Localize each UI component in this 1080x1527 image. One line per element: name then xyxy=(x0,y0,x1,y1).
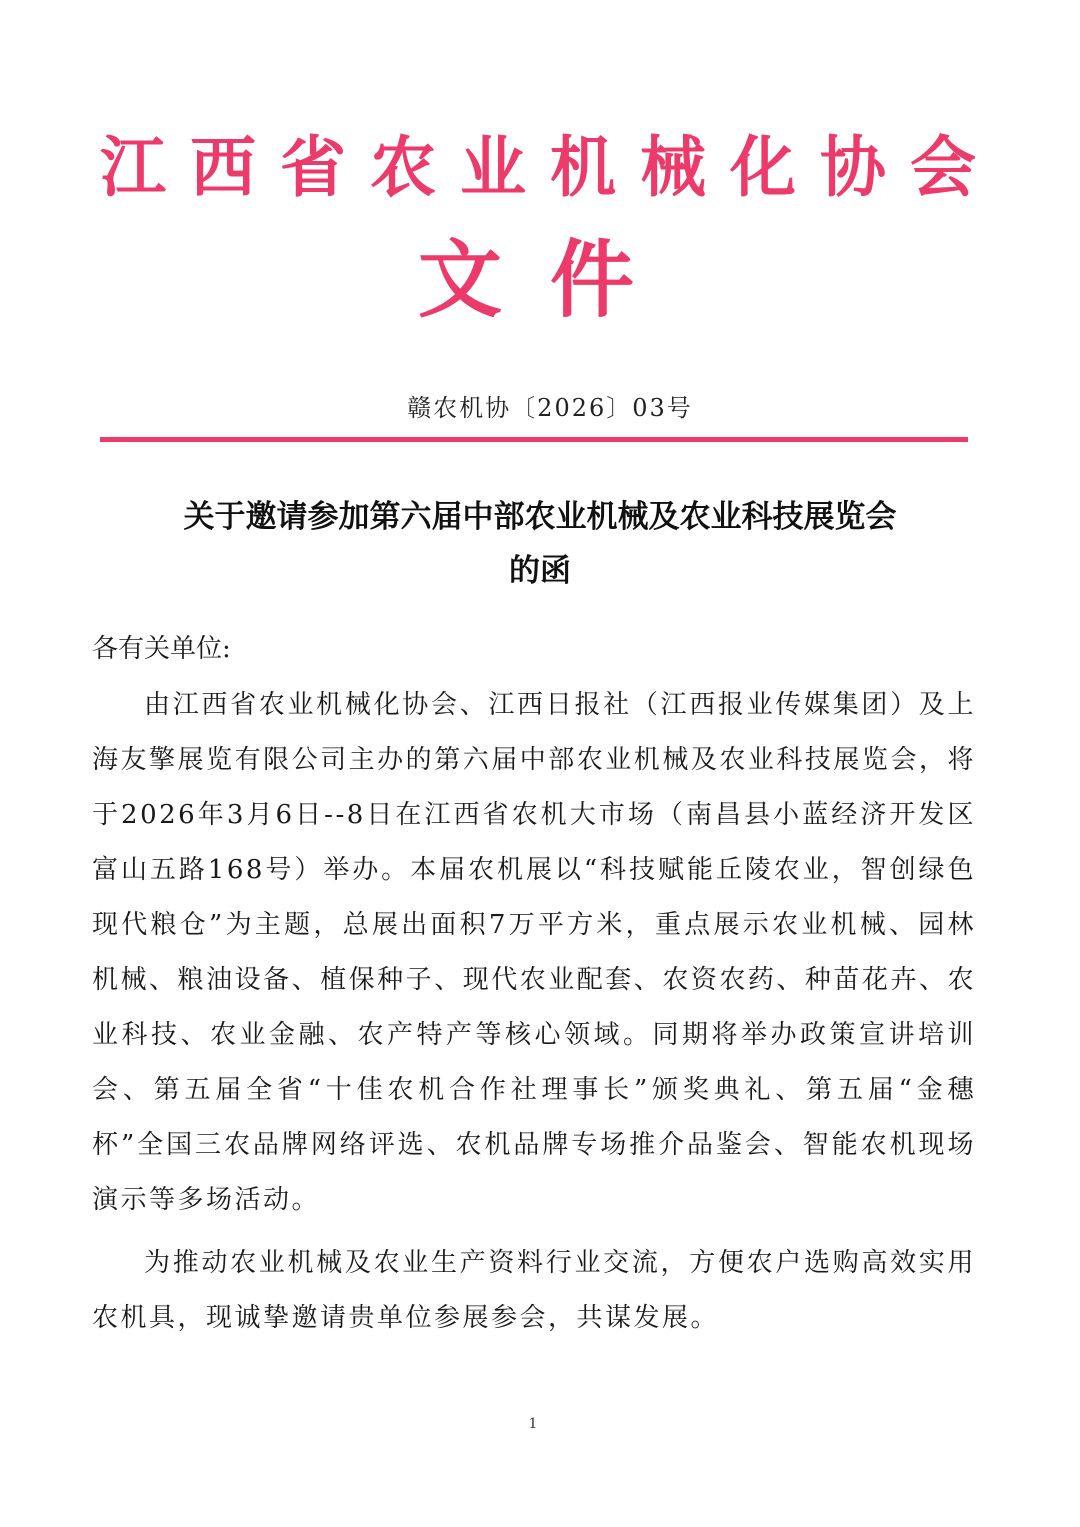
letter-title xyxy=(60,490,1020,598)
salutation: 各有关单位: xyxy=(92,634,231,664)
document-number: 赣农机协〔2026〕03号 xyxy=(407,394,693,422)
letter-body xyxy=(92,678,976,1346)
red-divider-line xyxy=(100,437,968,442)
letter-title-line-2: 的函 xyxy=(509,553,571,589)
document-type-label: 文件 xyxy=(417,231,682,329)
body-paragraph: 为推动农业机械及农业生产资料行业交流，方便农户选购高效实用农机具，现诚挚邀请贵单位参展参会，共谋发展。 xyxy=(92,1248,976,1333)
organization-name: 江西省农业机械化协会 xyxy=(100,129,1000,206)
body-paragraph: 由江西省农业机械化协会、江西日报社（江西报业传媒集团）及上海友擎展览有限公司主办的第六届中部农业机械及农业科技展览会，将于2026年3月6日--8日在江西省农机大市场（南昌县小蓝经济开发区富山五路168号）举办。本届农机展以“科技赋能丘陵农业，智创绿色现代粮仓”为主题，总展出面积7万平方米，重点展示农业机械、园林机械、粮油设备、植保种子、现代农业配套、农资农药、种苗花卉、农业科技、农业金融、农产特产等核心领域。同期将举办政策宣讲培训会、第五届全省“十佳农机合作社理事长”颁奖典礼、第五届“金穗杯”全国三农品牌网络评选、农机品牌专场推介品鉴会、智能农机现场演示等多场活动。 xyxy=(92,690,976,1215)
page-number: 1 xyxy=(528,1416,538,1432)
letter-title-line-1: 关于邀请参加第六届中部农业机械及农业科技展览会 xyxy=(183,499,897,535)
